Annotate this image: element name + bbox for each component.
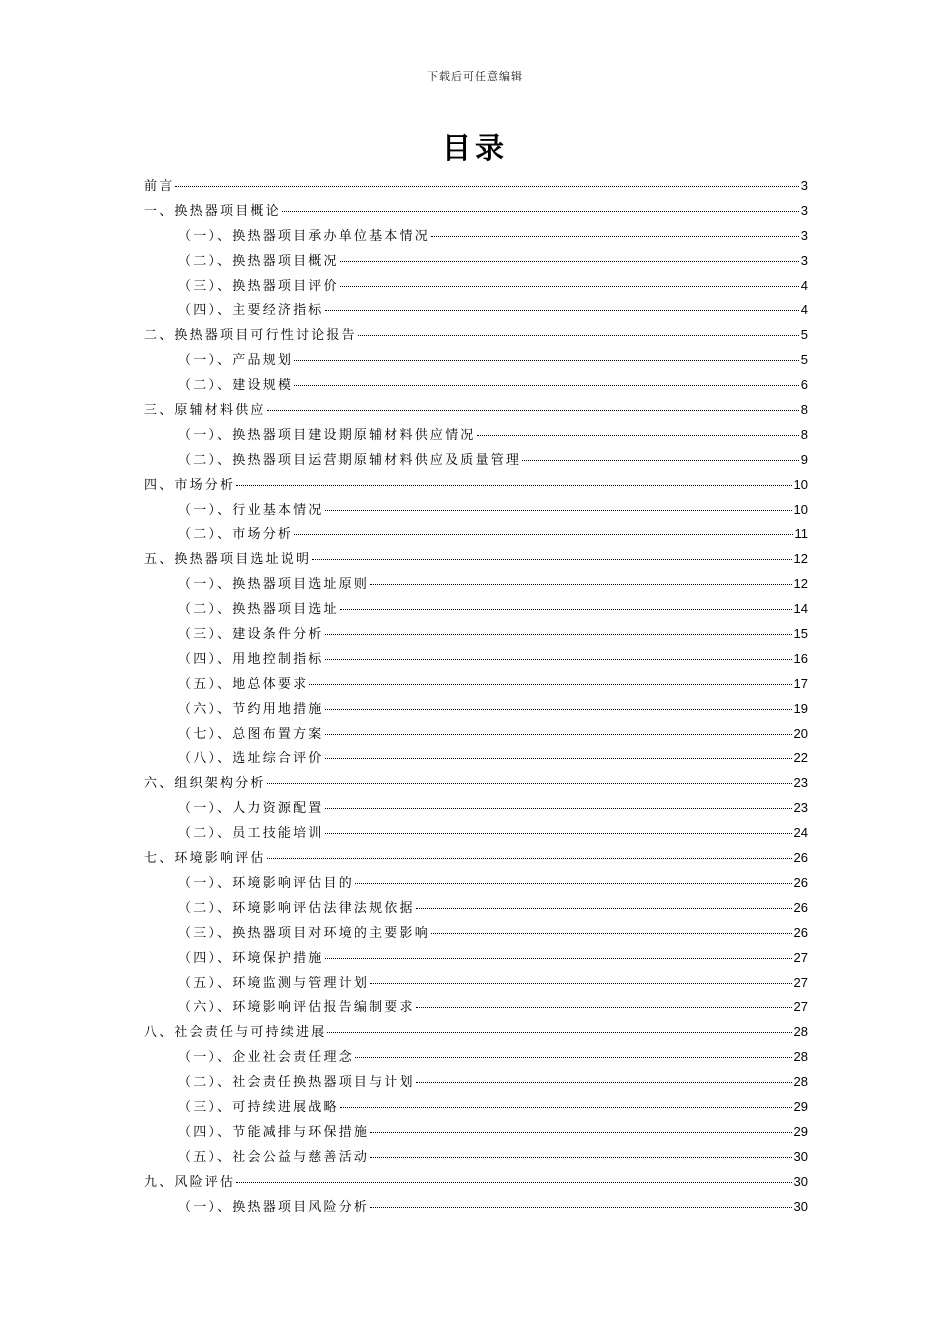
toc-entry-text: （一）、换热器项目风险分析 xyxy=(178,1199,370,1215)
toc-chapter-entry[interactable] xyxy=(144,199,808,224)
toc-page-number: 28 xyxy=(793,1024,808,1040)
toc-entry-text: （二）、市场分析 xyxy=(178,527,294,543)
toc-chapter-entry[interactable] xyxy=(144,846,808,871)
toc-page-number: 9 xyxy=(800,451,808,467)
toc-section-entry[interactable] xyxy=(144,249,808,274)
toc-section-entry[interactable] xyxy=(144,522,808,547)
toc-section-entry[interactable] xyxy=(144,1195,808,1220)
toc-dot-leader xyxy=(340,286,799,287)
toc-dot-leader xyxy=(431,933,792,934)
toc-entry-text: （六）、环境影响评估报告编制要求 xyxy=(178,1000,415,1016)
toc-dot-leader xyxy=(370,1157,791,1158)
toc-section-entry[interactable] xyxy=(144,995,808,1020)
toc-page-number: 14 xyxy=(793,601,808,617)
toc-page-number: 29 xyxy=(793,1098,808,1114)
toc-page-number: 23 xyxy=(793,800,808,816)
toc-dot-leader xyxy=(325,734,792,735)
toc-section-entry[interactable] xyxy=(144,921,808,946)
toc-page-number: 28 xyxy=(793,1074,808,1090)
toc-entry-text: （二）、员工技能培训 xyxy=(178,826,324,842)
toc-entry-text: 九、风险评估 xyxy=(144,1174,236,1190)
toc-section-entry[interactable] xyxy=(144,796,808,821)
toc-dot-leader xyxy=(294,534,792,535)
toc-entry-text: （一）、人力资源配置 xyxy=(178,801,324,817)
toc-page-number: 28 xyxy=(793,1049,808,1065)
toc-section-entry[interactable] xyxy=(144,1045,808,1070)
toc-chapter-entry[interactable] xyxy=(144,398,808,423)
toc-page-number: 3 xyxy=(800,178,808,193)
toc-entry-text: 七、环境影响评估 xyxy=(144,851,266,867)
toc-dot-leader xyxy=(325,634,792,635)
toc-section-entry[interactable] xyxy=(144,746,808,771)
toc-section-entry[interactable] xyxy=(144,622,808,647)
toc-section-entry[interactable] xyxy=(144,1070,808,1095)
toc-section-entry[interactable] xyxy=(144,871,808,896)
toc-chapter-entry[interactable] xyxy=(144,1170,808,1195)
toc-dot-leader xyxy=(294,385,799,386)
toc-entry-text: （二）、换热器项目概况 xyxy=(178,253,339,269)
toc-section-entry[interactable] xyxy=(144,1145,808,1170)
toc-entry-text: （二）、环境影响评估法律法规依据 xyxy=(178,900,415,916)
toc-entry-text: 三、原辅材料供应 xyxy=(144,403,266,419)
toc-dot-leader xyxy=(325,958,792,959)
toc-page-number: 26 xyxy=(793,874,808,890)
toc-section-entry[interactable] xyxy=(144,348,808,373)
toc-entry-text: （一）、换热器项目承办单位基本情况 xyxy=(178,228,430,244)
toc-dot-leader xyxy=(340,609,792,610)
toc-page-number: 19 xyxy=(793,700,808,716)
toc-dot-leader xyxy=(325,709,792,710)
toc-dot-leader xyxy=(325,659,792,660)
toc-dot-leader xyxy=(416,908,792,909)
toc-dot-leader xyxy=(236,1182,791,1183)
toc-page-number: 20 xyxy=(793,725,808,741)
toc-entry-text: （一）、产品规划 xyxy=(178,353,294,369)
toc-dot-leader xyxy=(370,1132,791,1133)
toc-page-number: 24 xyxy=(793,825,808,841)
toc-section-entry[interactable] xyxy=(144,1120,808,1145)
toc-dot-leader xyxy=(325,510,792,511)
toc-page-number: 5 xyxy=(800,352,808,368)
toc-page-number: 17 xyxy=(793,675,808,691)
toc-page-number: 4 xyxy=(800,277,808,293)
toc-chapter-entry[interactable] xyxy=(144,174,808,199)
toc-dot-leader xyxy=(309,684,791,685)
toc-dot-leader xyxy=(282,211,799,212)
toc-dot-leader xyxy=(312,559,791,560)
toc-entry-text: 一、换热器项目概论 xyxy=(144,203,281,219)
toc-section-entry[interactable] xyxy=(144,274,808,299)
toc-page-number: 30 xyxy=(793,1173,808,1189)
toc-page-number: 11 xyxy=(794,526,808,542)
toc-entry-text: （八）、选址综合评价 xyxy=(178,751,324,767)
toc-page-number: 26 xyxy=(793,899,808,915)
toc-entry-text: （一）、换热器项目选址原则 xyxy=(178,577,370,593)
toc-entry-text: （五）、地总体要求 xyxy=(178,676,309,692)
toc-dot-leader xyxy=(416,1082,792,1083)
toc-page-number: 26 xyxy=(793,924,808,940)
toc-entry-text: （七）、总图布置方案 xyxy=(178,726,324,742)
toc-entry-text: （一）、换热器项目建设期原辅材料供应情况 xyxy=(178,427,476,443)
toc-dot-leader xyxy=(294,360,799,361)
toc-dot-leader xyxy=(358,335,799,336)
toc-page-number: 15 xyxy=(793,626,808,642)
toc-dot-leader xyxy=(431,236,799,237)
toc-section-entry[interactable] xyxy=(144,896,808,921)
toc-entry-text: （三）、换热器项目评价 xyxy=(178,278,339,294)
toc-section-entry[interactable] xyxy=(144,448,808,473)
toc-dot-leader xyxy=(267,410,799,411)
toc-chapter-entry[interactable] xyxy=(144,473,808,498)
toc-dot-leader xyxy=(416,1007,792,1008)
toc-page-number: 22 xyxy=(793,750,808,766)
toc-section-entry[interactable] xyxy=(144,498,808,523)
toc-page-number: 16 xyxy=(793,650,808,666)
table-of-contents xyxy=(144,174,808,1219)
toc-page-number: 27 xyxy=(793,999,808,1015)
toc-section-entry[interactable] xyxy=(144,647,808,672)
toc-entry-text: （三）、建设条件分析 xyxy=(178,627,324,643)
toc-page-number: 23 xyxy=(793,775,808,791)
toc-page-number: 12 xyxy=(793,576,808,592)
toc-dot-leader xyxy=(355,1057,792,1058)
toc-dot-leader xyxy=(325,808,792,809)
toc-entry-text: 六、组织架构分析 xyxy=(144,776,266,792)
toc-dot-leader xyxy=(370,983,791,984)
toc-page-number: 3 xyxy=(800,227,808,243)
toc-dot-leader xyxy=(355,883,792,884)
toc-entry-text: （三）、可持续进展战略 xyxy=(178,1099,339,1115)
toc-dot-leader xyxy=(175,186,798,187)
toc-page-number: 8 xyxy=(800,426,808,442)
toc-page-number: 27 xyxy=(793,949,808,965)
toc-entry-text: 八、社会责任与可持续进展 xyxy=(144,1025,327,1041)
toc-dot-leader xyxy=(370,1207,791,1208)
toc-dot-leader xyxy=(340,1107,792,1108)
toc-page-number: 29 xyxy=(793,1123,808,1139)
toc-section-entry[interactable] xyxy=(144,597,808,622)
toc-chapter-entry[interactable] xyxy=(144,547,808,572)
toc-entry-text: （二）、换热器项目运营期原辅材料供应及质量管理 xyxy=(178,452,522,468)
toc-entry-text: （六）、节约用地措施 xyxy=(178,701,324,717)
toc-section-entry[interactable] xyxy=(144,298,808,323)
toc-dot-leader xyxy=(325,833,792,834)
toc-entry-text: （一）、企业社会责任理念 xyxy=(178,1050,354,1066)
toc-entry-text: （二）、社会责任换热器项目与计划 xyxy=(178,1075,415,1091)
toc-page-number: 12 xyxy=(793,551,808,567)
toc-entry-text: 五、换热器项目选址说明 xyxy=(144,552,312,568)
toc-dot-leader xyxy=(236,485,791,486)
toc-page-number: 30 xyxy=(793,1148,808,1164)
toc-section-entry[interactable] xyxy=(144,572,808,597)
toc-section-entry[interactable] xyxy=(144,722,808,747)
toc-section-entry[interactable] xyxy=(144,423,808,448)
toc-entry-text: （二）、建设规模 xyxy=(178,378,294,394)
toc-entry-text: （五）、社会公益与慈善活动 xyxy=(178,1149,370,1165)
toc-page-number: 4 xyxy=(800,302,808,318)
page-header: 下载后可任意编辑 xyxy=(427,70,523,83)
toc-entry-text: （四）、节能减排与环保措施 xyxy=(178,1124,370,1140)
toc-dot-leader xyxy=(267,858,792,859)
toc-entry-text: （一）、环境影响评估目的 xyxy=(178,875,354,891)
toc-chapter-entry[interactable] xyxy=(144,323,808,348)
toc-entry-text: （四）、主要经济指标 xyxy=(178,303,324,319)
toc-entry-text: （二）、换热器项目选址 xyxy=(178,602,339,618)
toc-page-number: 6 xyxy=(800,377,808,393)
toc-section-entry[interactable] xyxy=(144,971,808,996)
toc-page-number: 10 xyxy=(793,476,808,492)
toc-dot-leader xyxy=(370,584,791,585)
toc-section-entry[interactable] xyxy=(144,1095,808,1120)
toc-dot-leader xyxy=(267,783,792,784)
toc-dot-leader xyxy=(477,435,799,436)
toc-page-number: 3 xyxy=(800,252,808,268)
toc-entry-text: 前言 xyxy=(144,179,175,194)
toc-page-number: 30 xyxy=(793,1198,808,1214)
toc-page-number: 27 xyxy=(793,974,808,990)
toc-title: 目录 xyxy=(441,131,508,165)
toc-dot-leader xyxy=(325,310,799,311)
toc-section-entry[interactable] xyxy=(144,946,808,971)
toc-dot-leader xyxy=(327,1032,791,1033)
toc-page-number: 3 xyxy=(800,202,808,218)
toc-entry-text: （四）、环境保护措施 xyxy=(178,950,324,966)
toc-section-entry[interactable] xyxy=(144,672,808,697)
toc-section-entry[interactable] xyxy=(144,697,808,722)
toc-chapter-entry[interactable] xyxy=(144,1020,808,1045)
toc-entry-text: （四）、用地控制指标 xyxy=(178,651,324,667)
toc-entry-text: （五）、环境监测与管理计划 xyxy=(178,975,370,991)
toc-entry-text: （三）、换热器项目对环境的主要影响 xyxy=(178,925,430,941)
toc-dot-leader xyxy=(522,460,799,461)
toc-section-entry[interactable] xyxy=(144,821,808,846)
toc-section-entry[interactable] xyxy=(144,224,808,249)
toc-entry-text: 四、市场分析 xyxy=(144,477,236,493)
toc-page-number: 5 xyxy=(800,327,808,343)
toc-dot-leader xyxy=(325,758,792,759)
toc-entry-text: （一）、行业基本情况 xyxy=(178,502,324,518)
toc-dot-leader xyxy=(340,261,799,262)
toc-page-number: 10 xyxy=(793,501,808,517)
toc-entry-text: 二、换热器项目可行性讨论报告 xyxy=(144,328,357,344)
toc-section-entry[interactable] xyxy=(144,373,808,398)
toc-page-number: 26 xyxy=(793,850,808,866)
toc-chapter-entry[interactable] xyxy=(144,771,808,796)
toc-page-number: 8 xyxy=(800,402,808,418)
